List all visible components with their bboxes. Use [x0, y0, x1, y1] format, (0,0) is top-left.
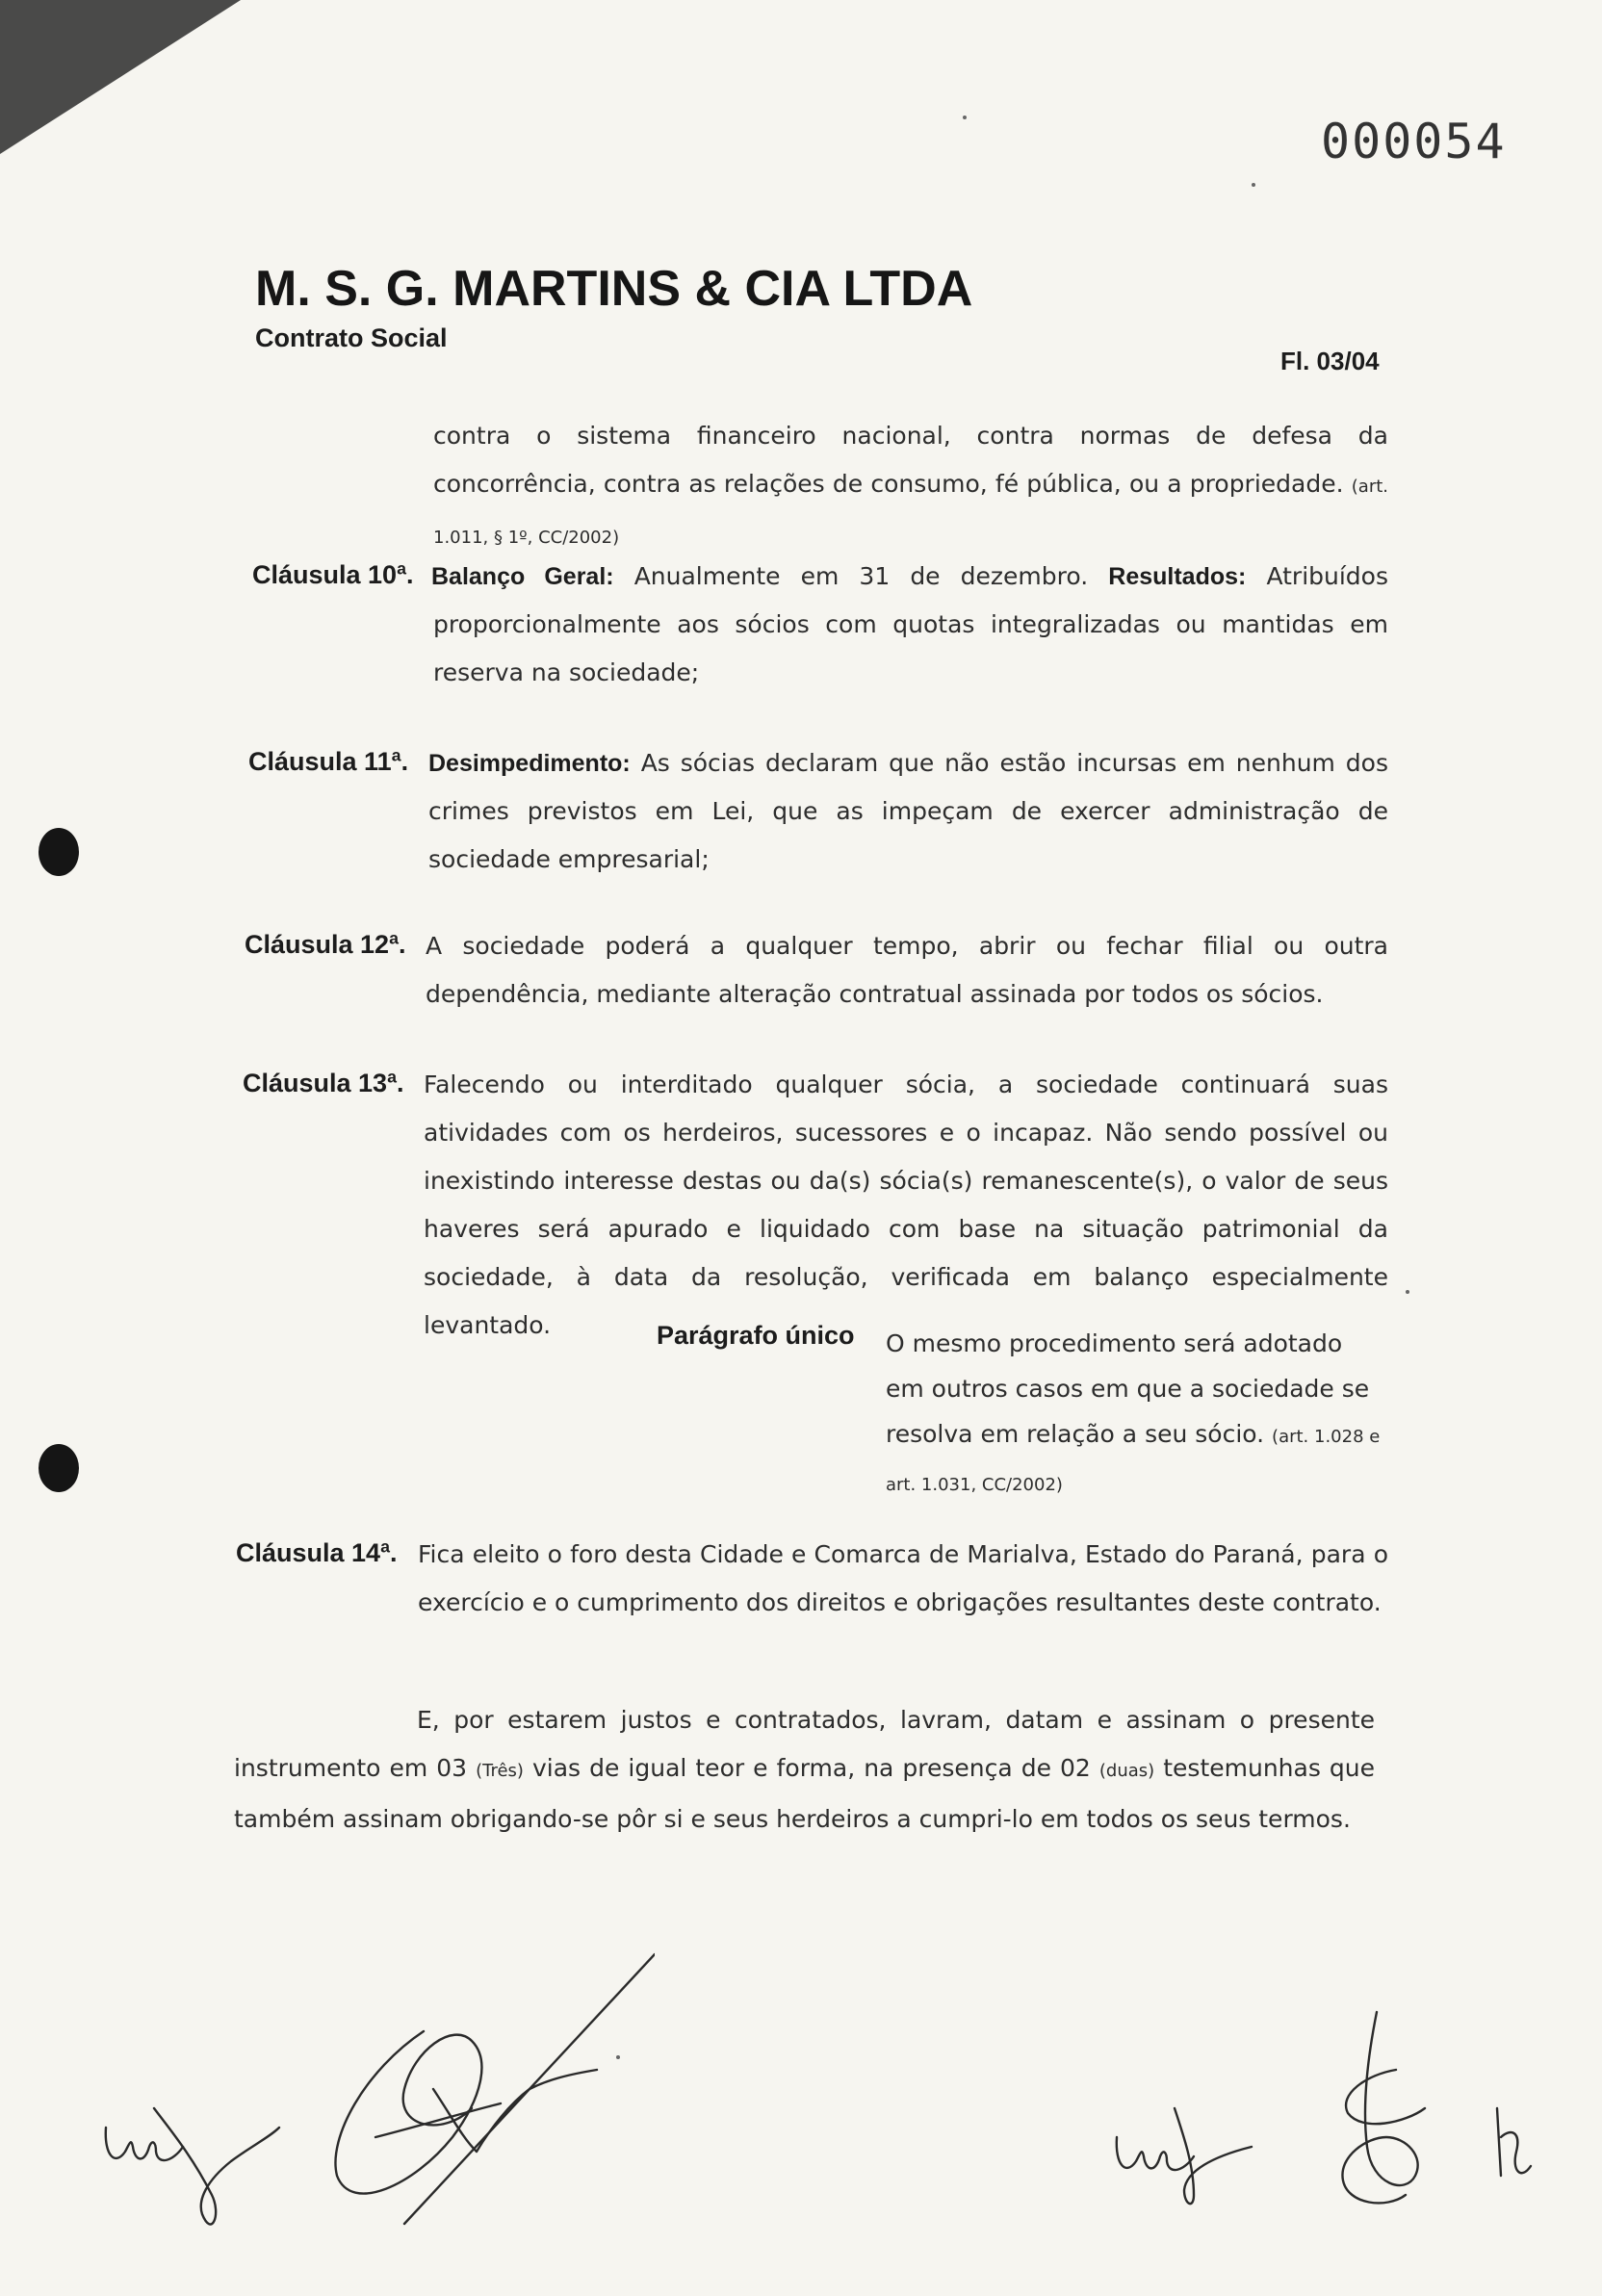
punch-hole-bottom: [39, 1444, 79, 1492]
clause-13-text: Falecendo ou interditado qualquer sócia, a sociedade continuará suas atividades com os herdeiros, sucessores e o incapaz. Não sendo possível ou inexistindo interesse destas ou da(s) sócia(s) remanescente(s), o valor de seus haveres será apurado e liquidado com base na situação patrimonial da sociedade, à data da resolução, verificada em balanço especialmente levantado.: [424, 1071, 1388, 1339]
clause-10-text: Balanço Geral: Anualmente em 31 de dezembro. Resultados: Atribuídos proporcionalmente aos sócios com quotas integralizadas ou mantidas em reserva na sociedade;: [431, 562, 1388, 686]
document-number: 000054: [1321, 114, 1507, 169]
signature-small: [1487, 2099, 1545, 2195]
company-name: M. S. G. MARTINS & CIA LTDA: [255, 261, 973, 317]
folio-number: Fl. 03/04: [1280, 347, 1380, 375]
clause-14-label: Cláusula 14ª.: [236, 1538, 398, 1567]
punch-hole-top: [39, 828, 79, 876]
clause-10-keyword-1: Balanço Geral:: [431, 563, 614, 590]
scan-speck: [1406, 1290, 1409, 1294]
sole-paragraph-label: Parágrafo único: [657, 1321, 855, 1350]
scan-speck: [1252, 183, 1255, 187]
closing-statement: E, por estarem justos e contratados, lavram, datam e assinam o presente instrumento em 03 (Três) vias de igual teor e forma, na presença de 02 (duas) testemunhas que também assinam obrigando-se pôr si e seus herdeiros a cumpri-lo em todos os seus termos.: [234, 1706, 1375, 1833]
clause-12-label: Cláusula 12ª.: [245, 930, 406, 959]
scan-speck: [963, 116, 967, 119]
clause-10-keyword-2: Resultados:: [1108, 563, 1247, 590]
document-type: Contrato Social: [255, 323, 448, 352]
folded-corner: [0, 0, 241, 154]
clause-12-text: A sociedade poderá a qualquer tempo, abrir ou fechar filial ou outra dependência, mediante alteração contratual assinada por todos os sócios.: [426, 932, 1388, 1008]
clause-11-keyword: Desimpedimento:: [428, 750, 631, 777]
clause-13-label: Cláusula 13ª.: [243, 1069, 404, 1097]
legal-reference: (art. 1.028 e art. 1.031, CC/2002): [886, 1427, 1381, 1495]
continuation-text: contra o sistema financeiro nacional, contra normas de defesa da concorrência, contra as relações de consumo, fé pública, ou a propriedade.: [433, 422, 1388, 498]
legal-reference: (art. 1.011, § 1º, CC/2002): [433, 477, 1388, 548]
signature-right: [1309, 2002, 1454, 2214]
signature-main-left: [308, 1945, 655, 2233]
sole-paragraph-text: O mesmo procedimento será adotado em outros casos em que a sociedade se resolva em relação a seu sócio. (art. 1.028 e art. 1.031, CC/2002): [886, 1329, 1381, 1495]
clause-10-label: Cláusula 10ª.: [252, 560, 414, 589]
signature-initials-right: [1107, 2079, 1261, 2214]
clause-11-label: Cláusula 11ª.: [248, 747, 409, 776]
continuation-paragraph: [433, 412, 1388, 562]
clause-14-text: Fica eleito o foro desta Cidade e Comarca de Marialva, Estado do Paraná, para o exercício e o cumprimento dos direitos e obrigações resultantes deste contrato.: [418, 1540, 1388, 1616]
signature-initials-left: [96, 2070, 289, 2243]
clause-11-text: Desimpedimento: As sócias declaram que não estão incursas em nenhum dos crimes previstos em Lei, que as impeçam de exercer administração de sociedade empresarial;: [428, 749, 1388, 873]
